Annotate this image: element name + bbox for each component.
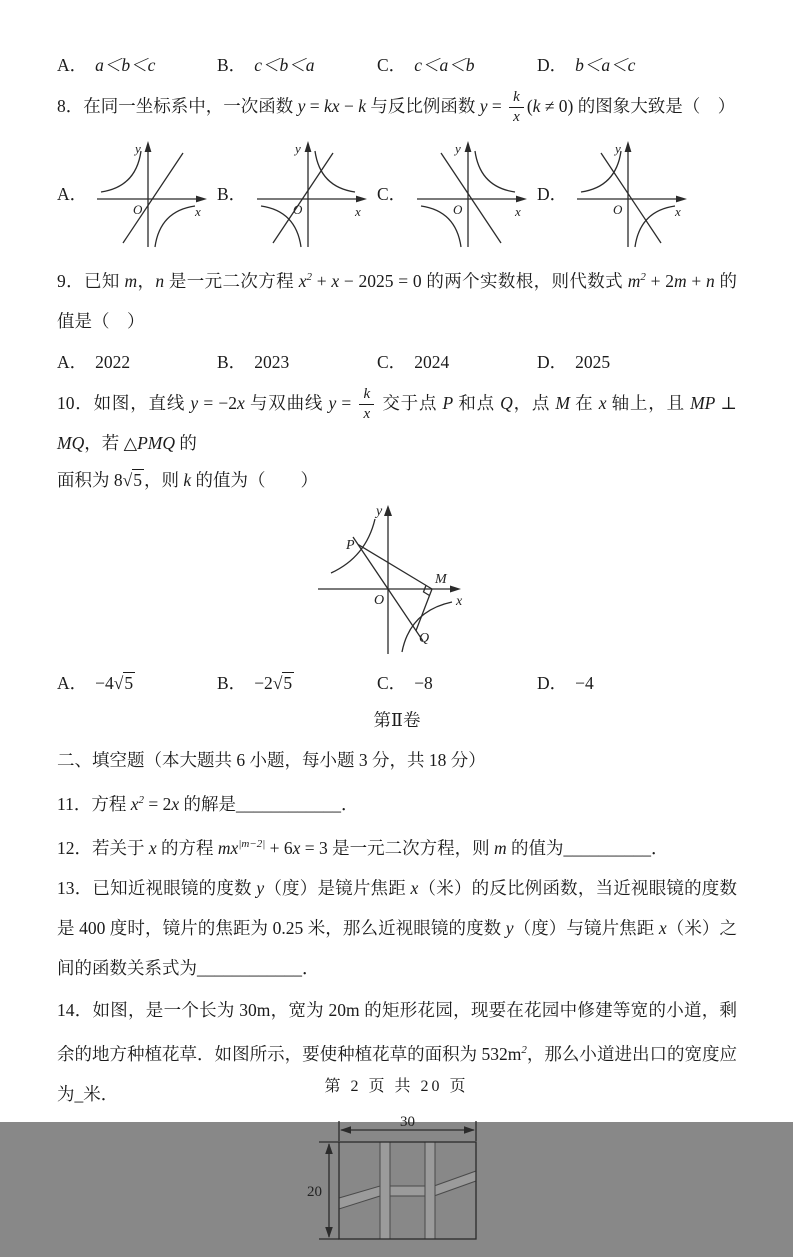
option-d [537,52,635,78]
option-value: 2025 [575,351,611,372]
question-14-figure [307,1114,737,1257]
hyperbola-branch-q2 [101,151,141,192]
option-value: c＜a＜b [414,55,475,75]
graph-option-c [377,137,537,251]
walkway-slant-left [339,1186,380,1209]
origin-label: O [613,201,623,217]
graph-b-plot [251,137,371,251]
option-label: C． [377,673,407,694]
origin-label: O [133,201,143,217]
axis-label-x: x [195,203,201,219]
option-label: A． [57,55,88,75]
option-label: C． [377,55,407,75]
option-a [57,52,217,78]
axis-label-y: y [615,140,621,156]
option-label: A． [57,351,88,372]
graph-option-a [57,137,217,251]
option-label: C． [377,351,407,372]
volume-title: 第Ⅱ卷 [373,710,421,731]
question-10-text-line2: 面积为 8√5 ，则 k 的值为（ ） [57,470,319,491]
option-d [537,670,594,696]
graph-b-label: B． [217,184,247,205]
option-label: B． [217,351,247,372]
point-label-p: P [346,538,355,554]
question-8-text: 8．在同一坐标系中，一次函数 y = kx − k 与反比例函数 y = $\frac{k}{x}$ (k ≠ 0) 的图象大致是（ ） [57,89,736,126]
graph-d-plot [571,137,691,251]
option-value: −8 [414,673,433,694]
option-value: 2024 [414,351,450,372]
garden-diagram [307,1114,517,1252]
option-b [217,349,377,375]
hyperbola-branch-q4 [155,206,195,247]
option-a [57,349,217,375]
question-10-text-line1: 10．如图，直线 y = −2x 与双曲线 y = $\frac{k}{x}$ 交于点 P 和点 Q，点 M 在 x 轴上，且 MP ⊥ MQ，若 △PMQ 的 [57,385,738,454]
graph-option-d [537,137,697,251]
graph-c-label: C． [377,184,407,205]
section2-heading: 二、填空题（本大题共 6 小题，每小题 3 分，共 18 分） [57,750,486,771]
option-label: D． [537,351,568,372]
option-value: 2022 [95,351,131,372]
option-value: a＜b＜c [95,55,156,75]
width-label: 30 [400,1113,415,1130]
line-graph [441,153,501,243]
question-14-text: 14．如图，是一个长为 30m，宽为 20m 的矩形花园，现要在花园中修建等宽的小道，剩余的地方种植花草．如图所示，要使种植花草的面积为 $532m^2$，那么小道进出口的宽度应为_米． [57,999,737,1104]
line-graph [601,153,661,243]
point-label-m: M [435,572,447,588]
walkway-slant-right [434,1171,476,1196]
walkway-vertical-1 [380,1142,390,1239]
origin-label: O [453,201,463,217]
option-a [57,670,217,696]
line-graph [273,153,333,243]
graph-option-b [217,137,377,251]
option-value: −2√5 [254,673,293,694]
option-c [377,349,537,375]
option-label: D． [537,55,568,75]
option-value: 2023 [254,351,290,372]
option-c [377,52,537,78]
axis-label-y: y [376,504,383,520]
question10-options [57,670,737,696]
axis-label-x: x [456,594,463,610]
option-value: −4 [575,673,594,694]
question-8-graphs [57,137,737,251]
option-d [537,349,610,375]
option-label: D． [537,673,568,694]
question-12-text: 12．若关于 x 的方程 $mx^{|m-2|} + 6x = 3$ 是一元二次方程，则 m 的值为__________． [57,837,669,858]
axis-label-x: x [515,203,521,219]
hyperbola-branch-q1 [475,151,515,192]
origin-label: O [374,593,385,609]
question7-options [57,52,737,78]
axis-label-y: y [295,140,301,156]
axis-label-y: y [135,140,141,156]
q10-coordinate-plot [315,499,545,659]
line-graph [123,153,183,243]
origin-label: O [293,201,303,217]
height-label: 20 [307,1183,322,1200]
question9-options [57,349,737,375]
walkway-vertical-2 [425,1142,435,1239]
graph-c-plot [411,137,531,251]
graph-a-label: A． [57,184,88,205]
option-value: −4√5 [95,673,134,694]
option-label: B． [217,55,247,75]
option-label: A． [57,673,88,694]
question-13-text: 13．已知近视眼镜的度数 y（度）是镜片焦距 x（米）的反比例函数，当近视眼镜的度数是 400 度时，镜片的焦距为 0.25 米，那么近视眼镜的度数 y（度）与镜片焦距 x（米）之间的函数关系式为____________． [57,877,738,978]
question-11-text: 11．方程 $x^2 = 2x$ 的解是____________． [57,794,359,815]
segment-pm [358,545,432,590]
page-footer: 第 2 页 共 20 页 [324,1078,469,1095]
option-b [217,52,377,78]
axis-label-x: x [355,203,361,219]
hyperbola-branch-q2 [581,151,621,192]
axis-label-x: x [675,203,681,219]
graph-a-plot [91,137,211,251]
option-b [217,670,377,696]
option-c [377,670,537,696]
question-10-figure [315,499,737,664]
option-value: b＜a＜c [575,55,636,75]
question-9-text: 9．已知 m，n 是一元二次方程 $x^2 + x - 2025 = 0$ 的两个实数根，则代数式 $m^2 + 2m + n$ 的值是（ ） [57,270,738,331]
point-label-q: Q [419,631,430,647]
graph-d-label: D． [537,184,568,205]
axis-label-y: y [455,140,461,156]
option-label: B． [217,673,247,694]
option-value: c＜b＜a [254,55,315,75]
